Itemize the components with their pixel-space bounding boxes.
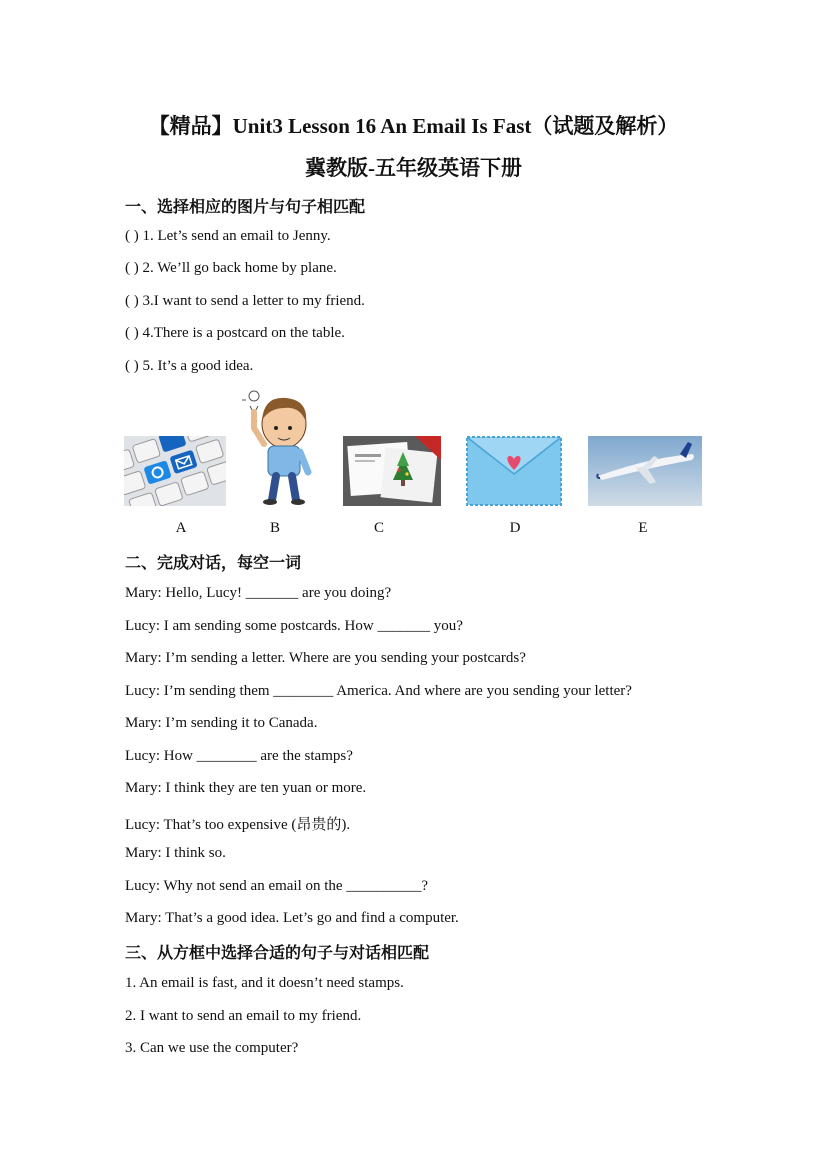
picture-label-a: A [175,520,187,536]
keyboard-email-picture [124,436,226,506]
section1-item: ( ) 4.There is a postcard on the table. [125,325,345,341]
postcard-picture [343,436,441,506]
dialogue-line: Lucy: That’s too expensive (昂贵的). [125,817,351,833]
envelope-picture [466,436,562,506]
title-line-2: 冀教版-五年级英语下册 [305,156,522,180]
section1-item: ( ) 3.I want to send a letter to my friend. [125,293,365,309]
dialogue-line: Lucy: I’m sending them ________ America. And where are you sending your letter? [125,683,632,699]
dialogue-line: Mary: That’s a good idea. Let’s go and find a computer. [125,910,459,926]
section1-item: ( ) 2. We’ll go back home by plane. [125,260,337,276]
title-line-1: 【精品】Unit3 Lesson 16 An Email Is Fast（试题及解析） [148,114,679,138]
section1-item: ( ) 5. It’s a good idea. [125,358,254,374]
picture-label-e: E [638,520,648,536]
airplane-picture [588,436,702,506]
dialogue-line: Mary: I think they are ten yuan or more. [125,780,367,796]
section1-item: ( ) 1. Let’s send an email to Jenny. [125,228,331,244]
section2-heading: 二、完成对话，每空一词 [125,555,302,572]
section1-heading: 一、选择相应的图片与句子相匹配 [125,199,366,216]
picture-label-c: C [373,520,384,536]
section3-item: 3. Can we use the computer? [125,1040,299,1056]
picture-label-d: D [509,520,521,536]
dialogue-line: Mary: I think so. [125,845,226,861]
dialogue-line: Lucy: How ________ are the stamps? [125,748,353,764]
section3-item: 2. I want to send an email to my friend. [125,1008,362,1024]
boy-idea-picture [240,388,312,506]
dialogue-line: Mary: I’m sending it to Canada. [125,715,318,731]
dialogue-line: Mary: Hello, Lucy! _______ are you doing? [125,585,392,601]
section3-item: 1. An email is fast, and it doesn’t need stamps. [125,975,404,991]
dialogue-line: Lucy: Why not send an email on the __________? [125,878,428,894]
dialogue-line: Lucy: I am sending some postcards. How _______ you? [125,618,463,634]
dialogue-line: Mary: I’m sending a letter. Where are you sending your postcards? [125,650,526,666]
picture-label-b: B [269,520,280,536]
section3-heading: 三、从方框中选择合适的句子与对话相匹配 [125,945,430,962]
